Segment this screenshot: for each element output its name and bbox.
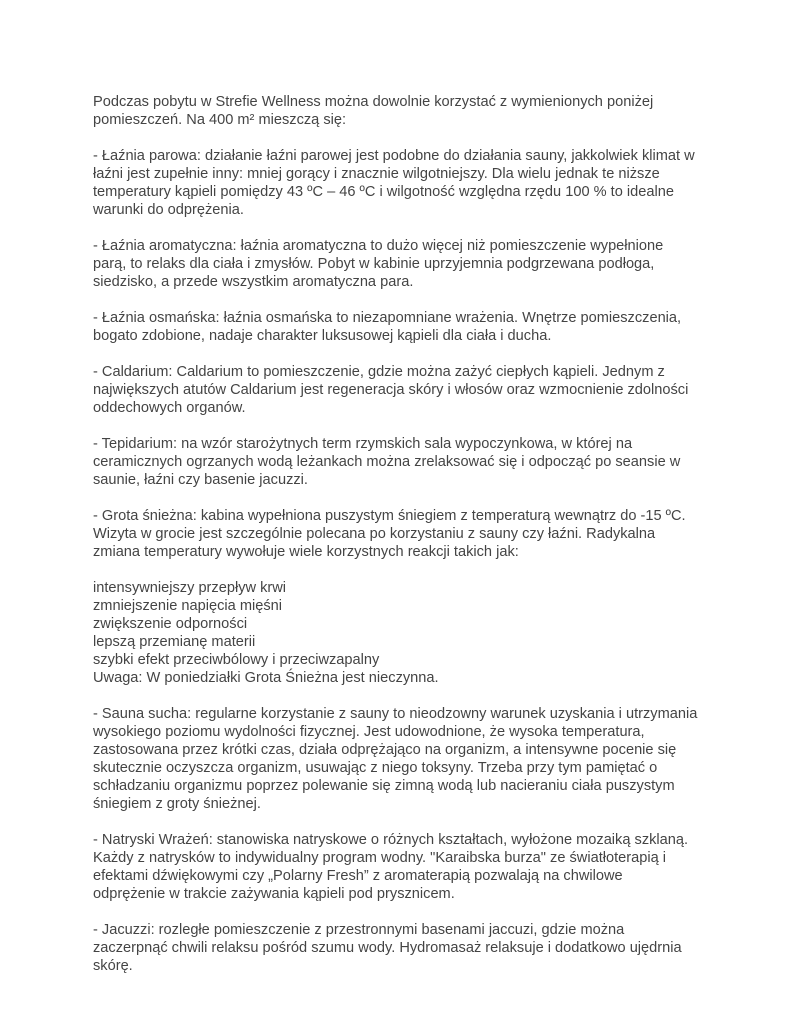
list-item: zwiększenie odporności	[93, 616, 248, 632]
list-item: intensywniejszy przepływ krwi	[93, 580, 287, 596]
list-item: lepszą przemianę materii	[93, 634, 256, 650]
paragraph-jacuzzi: - Jacuzzi: rozległe pomieszczenie z przestronnymi basenami jaccuzi, gdzie można zaczerpnąć chwili relaksu pośród szumu wody. Hydromasaż relaksuje i dodatkowo ujędrnia skórę.	[93, 922, 682, 974]
paragraph-steam-bath: - Łaźnia parowa: działanie łaźni parowej jest podobne do działania sauny, jakkolwiek klimat w łaźni jest zupełnie inny: mniej gorący i znacznie wilgotniejszy. Dla wielu jednak te niższe temperatury kąpieli pomiędzy 43 ºC – 46 ºC i wilgotność względna rzędu 100 % to idealne warunki do odprężenia.	[93, 148, 695, 218]
paragraph-showers: - Natryski Wrażeń: stanowiska natryskowe o różnych kształtach, wyłożone mozaiką szklaną. Każdy z natrysków to indywidualny program wodny. "Karaibska burza" ze światłoterapią i efektami dźwiękowymi czy „Polarny Fresh” z aromaterapią pozwalają na chwilowe odprężenie w trakcie zażywania kąpieli pod prysznicem.	[93, 832, 689, 902]
paragraph-dry-sauna: - Sauna sucha: regularne korzystanie z sauny to nieodzowny warunek uzyskania i utrzymania wysokiego poziomu wydolności fizycznej. Jest udowodnione, że wysoka temperatura, zastosowana przez krótki czas, działa odprężająco na organizm, a intensywne pocenie się skutecznie oczyszcza organizm, usuwając z niego toksyny. Trzeba przy tym pamiętać o schładzaniu organizmu poprzez polewanie się zimną wodą lub nacieraniu ciała puszystym śniegiem z groty śnieżnej.	[93, 706, 698, 812]
benefits-list	[93, 579, 698, 687]
paragraph-tepidarium: - Tepidarium: na wzór starożytnych term rzymskich sala wypoczynkowa, w której na ceramicznych ogrzanych wodą leżankach można zrelaksować się i odpocząć po seansie w saunie, łaźni czy basenie jacuzzi.	[93, 436, 681, 488]
closure-notice: Uwaga: W poniedziałki Grota Śnieżna jest nieczynna.	[93, 670, 439, 686]
paragraph-caldarium: - Caldarium: Caldarium to pomieszczenie, gdzie można zażyć ciepłych kąpieli. Jednym z największych atutów Caldarium jest regeneracja skóry i włosów oraz wzmocnienie zdolności oddechowych organów.	[93, 364, 689, 416]
paragraph-snow-grotto: - Grota śnieżna: kabina wypełniona puszystym śniegiem z temperaturą wewnątrz do -15 ºC. Wizyta w grocie jest szczególnie polecana po korzystaniu z sauny czy łaźni. Radykalna zmiana temperatury wywołuje wiele korzystnych reakcji takich jak:	[93, 508, 686, 560]
paragraph-aromatic-bath: - Łaźnia aromatyczna: łaźnia aromatyczna to dużo więcej niż pomieszczenie wypełnione parą, to relaks dla ciała i zmysłów. Pobyt w kabinie uprzyjemnia podgrzewana podłoga, siedzisko, a przede wszystkim aromatyczna para.	[93, 238, 664, 290]
list-item: zmniejszenie napięcia mięśni	[93, 598, 282, 614]
list-item: szybki efekt przeciwbólowy i przeciwzapalny	[93, 652, 380, 668]
intro-paragraph: Podczas pobytu w Strefie Wellness można dowolnie korzystać z wymienionych poniżej pomieszczeń. Na 400 m² mieszczą się:	[93, 94, 654, 128]
document-body	[93, 93, 698, 993]
paragraph-ottoman-bath: - Łaźnia osmańska: łaźnia osmańska to niezapomniane wrażenia. Wnętrze pomieszczenia, bogato zdobione, nadaje charakter luksusowej kąpieli dla ciała i ducha.	[93, 310, 682, 344]
